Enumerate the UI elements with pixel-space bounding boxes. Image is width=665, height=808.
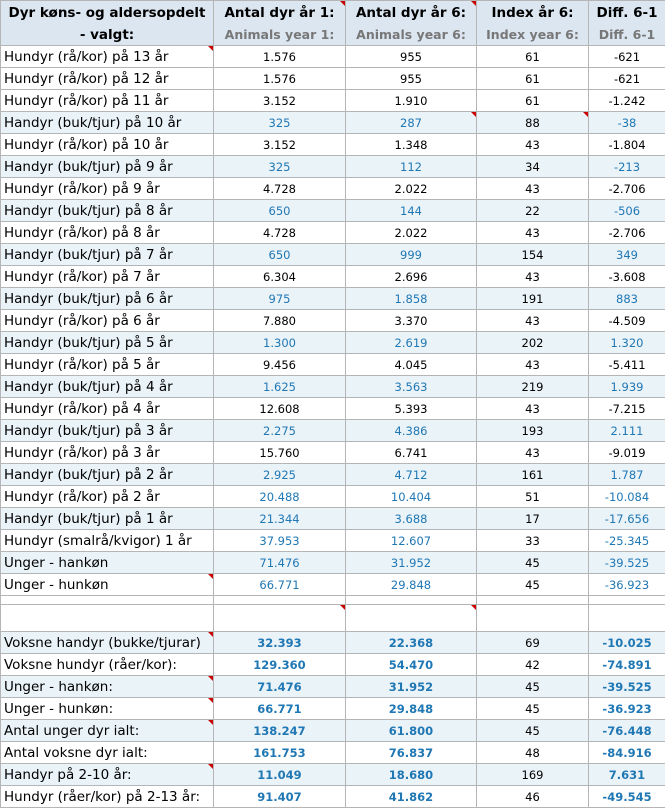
row-label: Handyr (buk/tjur) på 6 år (1, 288, 214, 310)
table-row (1, 552, 665, 574)
summary-row (1, 676, 665, 698)
table-row (1, 178, 665, 200)
value-year1: 4.728 (214, 178, 346, 200)
value-year6: 144 (346, 200, 477, 222)
header-animals-year1-en: Animals year 1: (214, 24, 346, 46)
value-diff: -10.084 (589, 486, 665, 508)
table-row (1, 134, 665, 156)
value-year6: 2.696 (346, 266, 477, 288)
value-year6: 5.393 (346, 398, 477, 420)
value-index: 45 (477, 552, 589, 574)
summary-row (1, 742, 665, 764)
value-year1: 650 (214, 244, 346, 266)
value-year1: 650 (214, 200, 346, 222)
table-row (1, 266, 665, 288)
summary-row (1, 786, 665, 808)
value-year1: 975 (214, 288, 346, 310)
row-label: Hundyr (rå/kor) på 3 år (1, 442, 214, 464)
value-year6: 287 (346, 112, 477, 134)
value-year1: 20.488 (214, 486, 346, 508)
value-year6: 54.470 (346, 654, 477, 676)
value-year6: 1.348 (346, 134, 477, 156)
value-year1: 66.771 (214, 574, 346, 596)
spacer-cell (214, 596, 346, 605)
value-index: 202 (477, 332, 589, 354)
value-diff: -10.025 (589, 632, 665, 654)
value-year1: 2.925 (214, 464, 346, 486)
value-year6: 3.563 (346, 376, 477, 398)
value-diff: -49.545 (589, 786, 665, 808)
value-year1: 4.728 (214, 222, 346, 244)
value-diff: -39.525 (589, 552, 665, 574)
value-index: 34 (477, 156, 589, 178)
value-year1: 1.625 (214, 376, 346, 398)
value-diff: -1.242 (589, 90, 665, 112)
row-label: Handyr (buk/tjur) på 2 år (1, 464, 214, 486)
header-index-year6-en: Index year 6: (477, 24, 589, 46)
value-diff: -621 (589, 46, 665, 68)
value-diff: -5.411 (589, 354, 665, 376)
value-index: 43 (477, 222, 589, 244)
value-year6: 29.848 (346, 698, 477, 720)
row-label: Voksne hundyr (råer/kor): (1, 654, 214, 676)
value-index: 48 (477, 742, 589, 764)
value-year6: 2.022 (346, 222, 477, 244)
value-index: 43 (477, 398, 589, 420)
table-row (1, 464, 665, 486)
row-label: Unger - hunkøn: (1, 698, 214, 720)
table-row (1, 486, 665, 508)
value-index: 169 (477, 764, 589, 786)
value-year6: 76.837 (346, 742, 477, 764)
row-label: Hundyr (rå/kor) på 5 år (1, 354, 214, 376)
value-index: 61 (477, 90, 589, 112)
value-year6: 2.619 (346, 332, 477, 354)
value-year1 (214, 605, 346, 632)
value-year6: 22.368 (346, 632, 477, 654)
value-year1: 66.771 (214, 698, 346, 720)
value-diff: -39.525 (589, 676, 665, 698)
value-year6: 955 (346, 68, 477, 90)
table-row (1, 530, 665, 552)
value-diff: -3.608 (589, 266, 665, 288)
value-year1: 129.360 (214, 654, 346, 676)
value-year6: 1.858 (346, 288, 477, 310)
value-diff: -36.923 (589, 574, 665, 596)
value-diff: 349 (589, 244, 665, 266)
table-row (1, 288, 665, 310)
total-row (1, 605, 665, 632)
value-year6: 31.952 (346, 552, 477, 574)
row-label: Hundyr (smalrå/kvigor) 1 år (1, 530, 214, 552)
row-label: Hundyr (rå/kor) på 4 år (1, 398, 214, 420)
value-diff: -506 (589, 200, 665, 222)
value-index: 43 (477, 266, 589, 288)
value-year1: 21.344 (214, 508, 346, 530)
row-label (1, 605, 214, 632)
value-diff: 883 (589, 288, 665, 310)
row-label: Hundyr (råer/kor) på 2-13 år: (1, 786, 214, 808)
summary-row (1, 632, 665, 654)
row-label: Voksne handyr (bukke/tjurar) (1, 632, 214, 654)
value-year6: 4.386 (346, 420, 477, 442)
value-year6: 29.848 (346, 574, 477, 596)
value-index: 45 (477, 574, 589, 596)
value-year1: 7.880 (214, 310, 346, 332)
summary-row (1, 764, 665, 786)
value-index: 45 (477, 720, 589, 742)
value-index: 43 (477, 442, 589, 464)
row-label: Hundyr (rå/kor) på 13 år (1, 46, 214, 68)
value-diff: 1.939 (589, 376, 665, 398)
row-label: Handyr (buk/tjur) på 9 år (1, 156, 214, 178)
value-index: 43 (477, 178, 589, 200)
value-diff: -9.019 (589, 442, 665, 464)
row-label: Hundyr (rå/kor) på 8 år (1, 222, 214, 244)
value-diff: -621 (589, 68, 665, 90)
value-index: 33 (477, 530, 589, 552)
row-label: Hundyr (rå/kor) på 9 år (1, 178, 214, 200)
value-diff: -2.706 (589, 178, 665, 200)
header-diff: Diff. 6-1 (589, 1, 665, 25)
value-index: 43 (477, 134, 589, 156)
value-year1: 91.407 (214, 786, 346, 808)
header-row-secondary (1, 24, 665, 46)
value-year1: 161.753 (214, 742, 346, 764)
value-diff: 7.631 (589, 764, 665, 786)
table-row (1, 420, 665, 442)
value-year1: 71.476 (214, 552, 346, 574)
value-year6: 12.607 (346, 530, 477, 552)
row-label: Antal unger dyr ialt: (1, 720, 214, 742)
value-diff: -36.923 (589, 698, 665, 720)
value-diff: 1.787 (589, 464, 665, 486)
value-index: 45 (477, 698, 589, 720)
value-year1: 2.275 (214, 420, 346, 442)
value-diff: -25.345 (589, 530, 665, 552)
row-label: Hundyr (rå/kor) på 12 år (1, 68, 214, 90)
value-year6: 4.712 (346, 464, 477, 486)
table-row (1, 376, 665, 398)
header-diff-en: Diff. 6-1 (589, 24, 665, 46)
value-year6: 4.045 (346, 354, 477, 376)
table-row (1, 68, 665, 90)
value-index: 88 (477, 112, 589, 134)
value-year1: 3.152 (214, 134, 346, 156)
row-label: Handyr (buk/tjur) på 7 år (1, 244, 214, 266)
spacer-cell (477, 596, 589, 605)
value-diff: -74.891 (589, 654, 665, 676)
summary-row (1, 698, 665, 720)
table-row (1, 90, 665, 112)
value-year6: 955 (346, 46, 477, 68)
header-animals-year1: Antal dyr år 1: (214, 1, 346, 25)
value-index: 17 (477, 508, 589, 530)
section-spacer (1, 596, 665, 605)
value-diff (589, 605, 665, 632)
row-label: Unger - hankøn (1, 552, 214, 574)
row-label: Handyr (buk/tjur) på 1 år (1, 508, 214, 530)
value-year1: 1.300 (214, 332, 346, 354)
value-year6: 31.952 (346, 676, 477, 698)
value-diff: 1.320 (589, 332, 665, 354)
table-row (1, 574, 665, 596)
value-index: 51 (477, 486, 589, 508)
value-year6: 999 (346, 244, 477, 266)
value-year1: 1.576 (214, 68, 346, 90)
row-label: Antal voksne dyr ialt: (1, 742, 214, 764)
value-year1: 37.953 (214, 530, 346, 552)
row-label: Hundyr (rå/kor) på 6 år (1, 310, 214, 332)
value-diff: -17.656 (589, 508, 665, 530)
row-label: Hundyr (rå/kor) på 2 år (1, 486, 214, 508)
value-year1: 71.476 (214, 676, 346, 698)
value-diff: -4.509 (589, 310, 665, 332)
value-index: 219 (477, 376, 589, 398)
spacer-cell (346, 596, 477, 605)
table-row (1, 442, 665, 464)
row-label: Handyr (buk/tjur) på 8 år (1, 200, 214, 222)
value-year1: 11.049 (214, 764, 346, 786)
table-row (1, 332, 665, 354)
table-row (1, 222, 665, 244)
spacer-cell (1, 596, 214, 605)
header-category: Dyr køns- og aldersopdelt (1, 1, 214, 25)
table-row (1, 244, 665, 266)
value-index (477, 605, 589, 632)
summary-row (1, 720, 665, 742)
value-index: 45 (477, 676, 589, 698)
row-label: Hundyr (rå/kor) på 10 år (1, 134, 214, 156)
row-label: Handyr (buk/tjur) på 5 år (1, 332, 214, 354)
row-label: Handyr (buk/tjur) på 4 år (1, 376, 214, 398)
value-year1: 325 (214, 156, 346, 178)
header-animals-year6-en: Animals year 6: (346, 24, 477, 46)
value-year1: 6.304 (214, 266, 346, 288)
value-index: 191 (477, 288, 589, 310)
value-year6: 10.404 (346, 486, 477, 508)
value-index: 42 (477, 654, 589, 676)
value-year1: 1.576 (214, 46, 346, 68)
value-index: 22 (477, 200, 589, 222)
row-label: Handyr på 2-10 år: (1, 764, 214, 786)
value-year1: 138.247 (214, 720, 346, 742)
value-diff: -213 (589, 156, 665, 178)
value-year1: 3.152 (214, 90, 346, 112)
value-year1: 32.393 (214, 632, 346, 654)
row-label: Handyr (buk/tjur) på 10 år (1, 112, 214, 134)
value-index: 69 (477, 632, 589, 654)
table-row (1, 112, 665, 134)
value-year6: 61.800 (346, 720, 477, 742)
value-year6: 3.370 (346, 310, 477, 332)
value-year6: 3.688 (346, 508, 477, 530)
value-index: 46 (477, 786, 589, 808)
value-year6: 18.680 (346, 764, 477, 786)
value-year6: 1.910 (346, 90, 477, 112)
value-diff: 2.111 (589, 420, 665, 442)
value-index: 161 (477, 464, 589, 486)
table-row (1, 310, 665, 332)
value-diff: -38 (589, 112, 665, 134)
row-label: Hundyr (rå/kor) på 11 år (1, 90, 214, 112)
table-row (1, 200, 665, 222)
table-row (1, 46, 665, 68)
value-index: 61 (477, 46, 589, 68)
table-row (1, 398, 665, 420)
row-label: Hundyr (rå/kor) på 7 år (1, 266, 214, 288)
value-year6: 2.022 (346, 178, 477, 200)
value-index: 43 (477, 354, 589, 376)
value-diff: -84.916 (589, 742, 665, 764)
value-diff: -2.706 (589, 222, 665, 244)
row-label: Unger - hunkøn (1, 574, 214, 596)
value-year6: 41.862 (346, 786, 477, 808)
value-index: 154 (477, 244, 589, 266)
row-label: Handyr (buk/tjur) på 3 år (1, 420, 214, 442)
value-year6 (346, 605, 477, 632)
row-label: Unger - hankøn: (1, 676, 214, 698)
value-index: 193 (477, 420, 589, 442)
value-index: 43 (477, 310, 589, 332)
value-year6: 112 (346, 156, 477, 178)
table-row (1, 508, 665, 530)
value-index: 61 (477, 68, 589, 90)
value-diff: -1.804 (589, 134, 665, 156)
header-index-year6: Index år 6: (477, 1, 589, 25)
table-row (1, 354, 665, 376)
header-row-primary (1, 1, 665, 25)
value-year1: 12.608 (214, 398, 346, 420)
summary-row (1, 654, 665, 676)
value-year1: 15.760 (214, 442, 346, 464)
value-year1: 325 (214, 112, 346, 134)
spacer-cell (589, 596, 665, 605)
value-year1: 9.456 (214, 354, 346, 376)
table-row (1, 156, 665, 178)
header-category-sub: - valgt: (1, 24, 214, 46)
value-year6: 6.741 (346, 442, 477, 464)
value-diff: -76.448 (589, 720, 665, 742)
value-diff: -7.215 (589, 398, 665, 420)
header-animals-year6: Antal dyr år 6: (346, 1, 477, 25)
